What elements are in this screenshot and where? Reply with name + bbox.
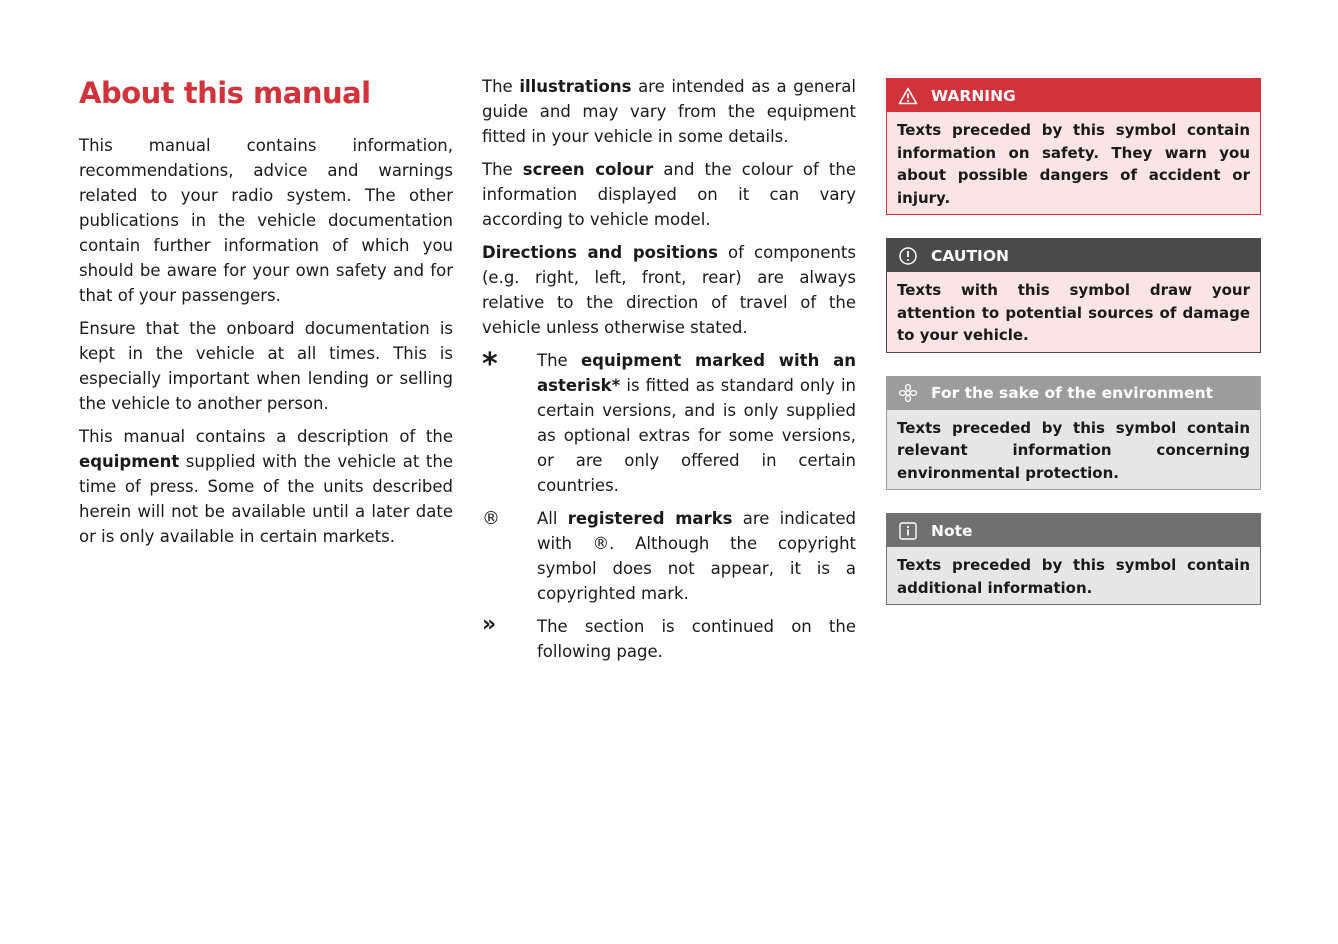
- bold-term: screen colour: [522, 160, 654, 179]
- list-item-text: [537, 506, 856, 606]
- text-segment: The section is continued on the following page.: [537, 617, 856, 661]
- page-title: About this manual: [79, 76, 371, 110]
- text-segment: The: [482, 160, 523, 179]
- flower-icon: [897, 382, 919, 404]
- bold-term: equipment: [79, 452, 180, 471]
- list-item-text: [537, 348, 856, 498]
- warning-text: Texts preceded by this symbol contain information on safety. They warn you about possible dangers of accident or injury.: [887, 112, 1260, 214]
- text-segment: The: [482, 77, 520, 96]
- continued-arrows-icon: »: [482, 612, 494, 637]
- paragraph-equipment: [79, 424, 453, 549]
- paragraph-directions: [482, 240, 856, 340]
- environment-text: Texts preceded by this symbol contain relevant information concerning environmental protection.: [887, 410, 1260, 490]
- bold-term: Directions and positions: [482, 243, 718, 262]
- text-segment: are indicated with ®. Although the copyright symbol does not appear, it is a copyrighted mark.: [537, 509, 856, 603]
- text-segment: and the colour of the information displayed on it can vary according to vehicle model.: [482, 160, 856, 229]
- warning-box: [886, 78, 1261, 215]
- warning-title: WARNING: [931, 86, 1016, 105]
- bold-term: equipment marked with an asterisk*: [537, 351, 856, 395]
- list-item-registered: [482, 506, 856, 606]
- list-item-text: [537, 614, 856, 664]
- text-segment: of components (e.g. right, left, front, rear) are always relative to the direction of travel of the vehicle unless otherwise stated.: [482, 243, 856, 337]
- text-segment: This manual contains a description of the: [79, 427, 453, 446]
- note-header: [887, 514, 1260, 547]
- caution-title: CAUTION: [931, 246, 1009, 265]
- caution-box: [886, 238, 1261, 353]
- text-segment: The: [537, 351, 581, 370]
- column-conventions: [482, 74, 856, 672]
- registered-icon: ®: [482, 508, 500, 529]
- text-segment: are intended as a general guide and may vary from the equipment fitted in your vehicle in some details.: [482, 77, 856, 146]
- exclamation-circle-icon: [897, 245, 919, 267]
- environment-header: [887, 377, 1260, 410]
- asterisk-icon: *: [482, 347, 498, 382]
- bold-term: registered marks: [567, 509, 733, 528]
- list-item-asterisk: [482, 348, 856, 498]
- paragraph-onboard-docs: Ensure that the onboard documentation is kept in the vehicle at all times. This is especially important when lending or selling the vehicle to another person.: [79, 319, 453, 413]
- environment-title: For the sake of the environment: [931, 384, 1214, 402]
- caution-text: Texts with this symbol draw your attention to potential sources of damage to your vehicle.: [887, 272, 1260, 352]
- text-segment: is fitted as standard only in certain versions, and is only supplied as optional extras for some versions, or are only offered in certain countries.: [537, 376, 856, 495]
- environment-box: [886, 376, 1261, 491]
- info-icon: [897, 520, 919, 542]
- warning-triangle-icon: [897, 85, 919, 107]
- text-segment: supplied with the vehicle at the time of press. Some of the units described herein will not be available until a later date or is only available in certain markets.: [79, 452, 453, 546]
- paragraph-intro: This manual contains information, recommendations, advice and warnings related to your radio system. The other publications in the vehicle documentation contain further information of which you should be aware for your own safety and for that of your passengers.: [79, 136, 453, 305]
- paragraph-screen-colour: [482, 157, 856, 232]
- column-notices: [886, 78, 1261, 628]
- paragraph-illustrations: [482, 74, 856, 149]
- note-text: Texts preceded by this symbol contain additional information.: [887, 547, 1260, 604]
- note-box: [886, 513, 1261, 605]
- caution-header: [887, 239, 1260, 272]
- bold-term: illustrations: [519, 77, 632, 96]
- list-item-continued: [482, 614, 856, 664]
- note-title: Note: [931, 521, 973, 540]
- warning-header: [887, 79, 1260, 112]
- text-segment: All: [537, 509, 568, 528]
- column-about: [79, 74, 453, 557]
